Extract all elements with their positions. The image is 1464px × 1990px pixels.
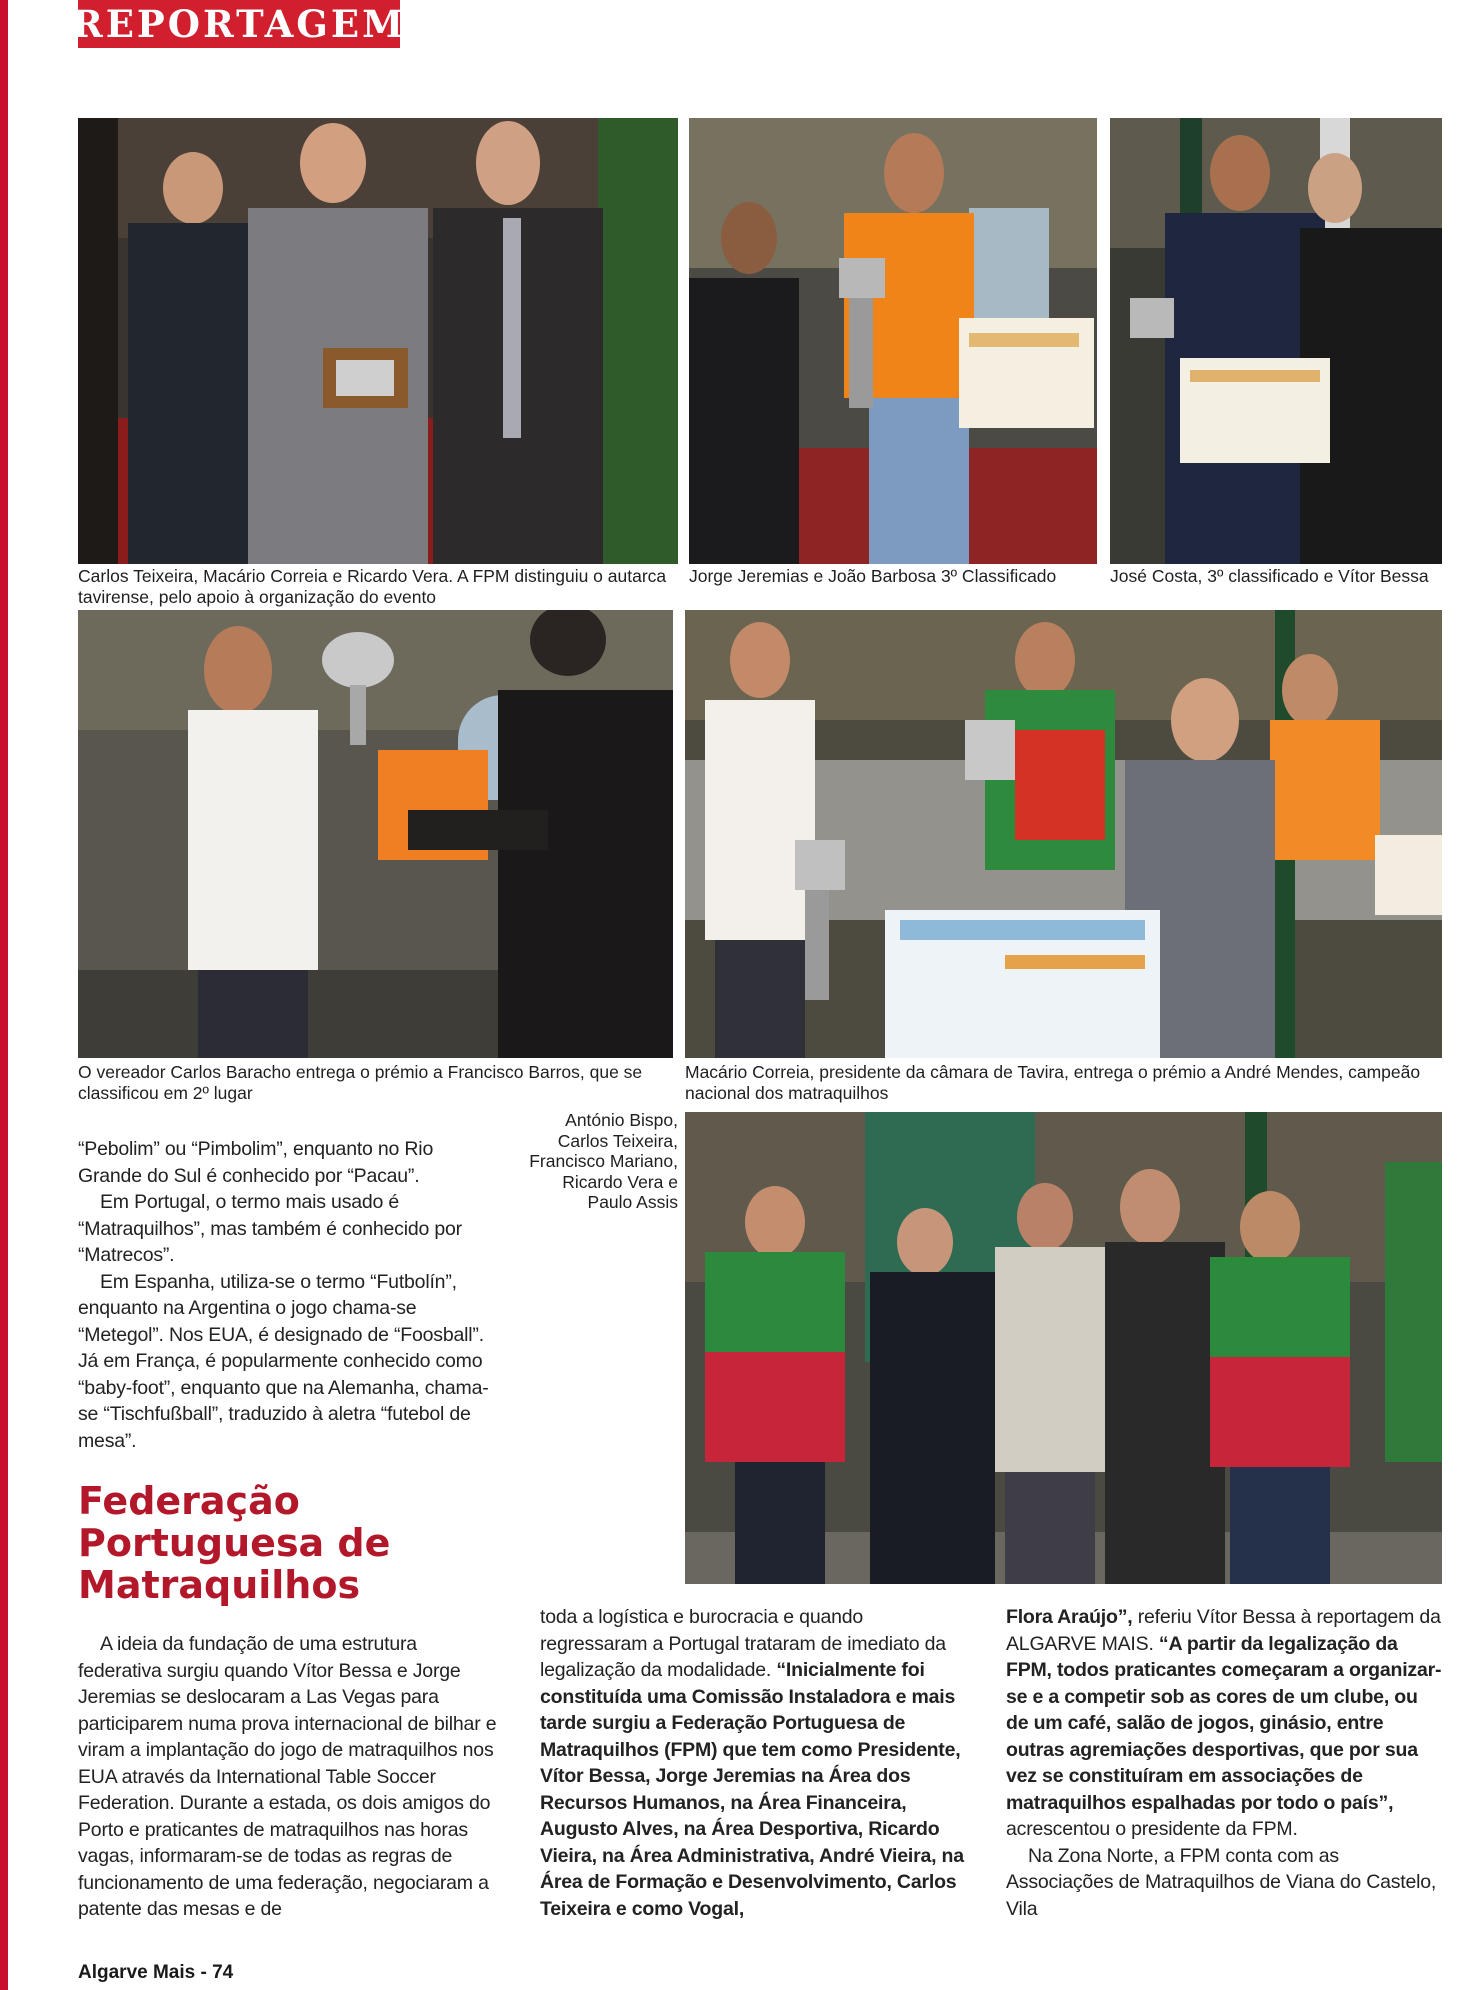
article-paragraph: Em Espanha, utiliza-se o termo “Futbolín”, enquanto na Argentina o jogo chama-se “Metegol”. Nos EUA, é designado de “Foosball”. Já em França, é popularmente conhecido como “baby-foot”, enquanto que na Alemanha, chama-se “Tischfußball”, traduzido à aletra “futebol de mesa”. (78, 1270, 489, 1452)
photo-champion-award (685, 610, 1442, 1058)
photo-medal-winner (1110, 118, 1442, 564)
article-quote: Flora Araújo”, (1006, 1606, 1133, 1628)
article-headline: Federação Portuguesa de Matraquilhos (78, 1479, 391, 1607)
article-quote: “Inicialmente foi constituída uma Comissão Instaladora e mais tarde surgiu a Federação Portuguesa de Matraquilhos (FPM) que tem como Presidente, Vítor Bessa, Jorge Jeremias na Área dos Recursos Humanos, na Área Financeira, Augusto Alves, na Área Desportiva, Ricardo Vieira, na Área Administrativa, André Vieira, na Área de Formação e Desenvolvimento, Carlos Teixeira e como Vogal, (540, 1659, 964, 1920)
article-text: toda a logística e burocracia e quando regressaram a Portugal trataram de imediato da legalização da modalidade. (540, 1606, 946, 1681)
photo-caption: António Bispo, Carlos Teixeira, Francisco Mariano, Ricardo Vera e Paulo Assis (529, 1110, 678, 1212)
photo-caption: Jorge Jeremias e João Barbosa 3º Classificado (689, 566, 1057, 586)
photo-caption: José Costa, 3º classificado e Vítor Bessa (1110, 566, 1429, 586)
article-column-2 (540, 1604, 964, 1922)
photo-caption: Carlos Teixeira, Macário Correia e Ricardo Vera. A FPM distinguiu o autarca tavirense, pelo apoio à organização do evento (78, 566, 667, 607)
article-intro (78, 1136, 502, 1454)
article-paragraph (540, 1604, 964, 1922)
article-paragraph: Em Portugal, o termo mais usado é “Matraquilhos”, mas também é conhecido por “Matrecos”. (78, 1191, 462, 1266)
article-paragraph (1006, 1604, 1442, 1843)
article-text: acrescentou o presidente da FPM. (1006, 1818, 1298, 1840)
article-paragraph: A ideia da fundação de uma estrutura federativa surgiu quando Vítor Bessa e Jorge Jeremias se deslocaram a Las Vegas para participarem numa prova internacional de bilhar e viram a implantação do jogo de matraquilhos nos EUA através da International Table Soccer Federation. Durante a estada, os dois amigos do Porto e praticantes de matraquilhos nas horas vagas, informaram-se de todas as regras de funcionamento de uma federação, negociaram a patente das mesas e de (78, 1633, 497, 1920)
article-paragraph: “Pebolim” ou “Pimbolim”, enquanto no Rio Grande do Sul é conhecido por “Pacau”. (78, 1138, 434, 1187)
photo-caption: Macário Correia, presidente da câmara de Tavira, entrega o prémio a André Mendes, campeão nacional dos matraquilhos (685, 1062, 1421, 1103)
photo-group-five-men (685, 1112, 1442, 1584)
article-column-3 (1006, 1604, 1442, 1922)
article-text: referiu Vítor Bessa à reportagem da ALGARVE MAIS. (1006, 1606, 1441, 1655)
article-column-1 (78, 1631, 498, 1923)
article-paragraph: Na Zona Norte, a FPM conta com as Associações de Matraquilhos de Viana do Castelo, Vila (1006, 1844, 1437, 1920)
page-footer: Algarve Mais - 74 (78, 1962, 234, 1983)
photo-officials-plaque (78, 118, 678, 564)
section-label: REPORTAGEM (71, 2, 407, 46)
article-quote: “A partir da legalização da FPM, todos praticantes começaram a organizar-se e a competir sob as cores de um clube, ou de um café, salão de jogos, ginásio, entre outras agremiações desportivas, que por sua vez se constituíram em associações de matraquilhos espalhadas por todo o país”, (1006, 1632, 1442, 1814)
page-edge-bar (0, 0, 8, 1990)
photo-caption: O vereador Carlos Baracho entrega o prémio a Francisco Barros, que se classificou em 2º lugar (78, 1062, 643, 1103)
photo-trophy-orange-shirt (689, 118, 1097, 564)
photo-trophy-handover-2nd (78, 610, 673, 1058)
